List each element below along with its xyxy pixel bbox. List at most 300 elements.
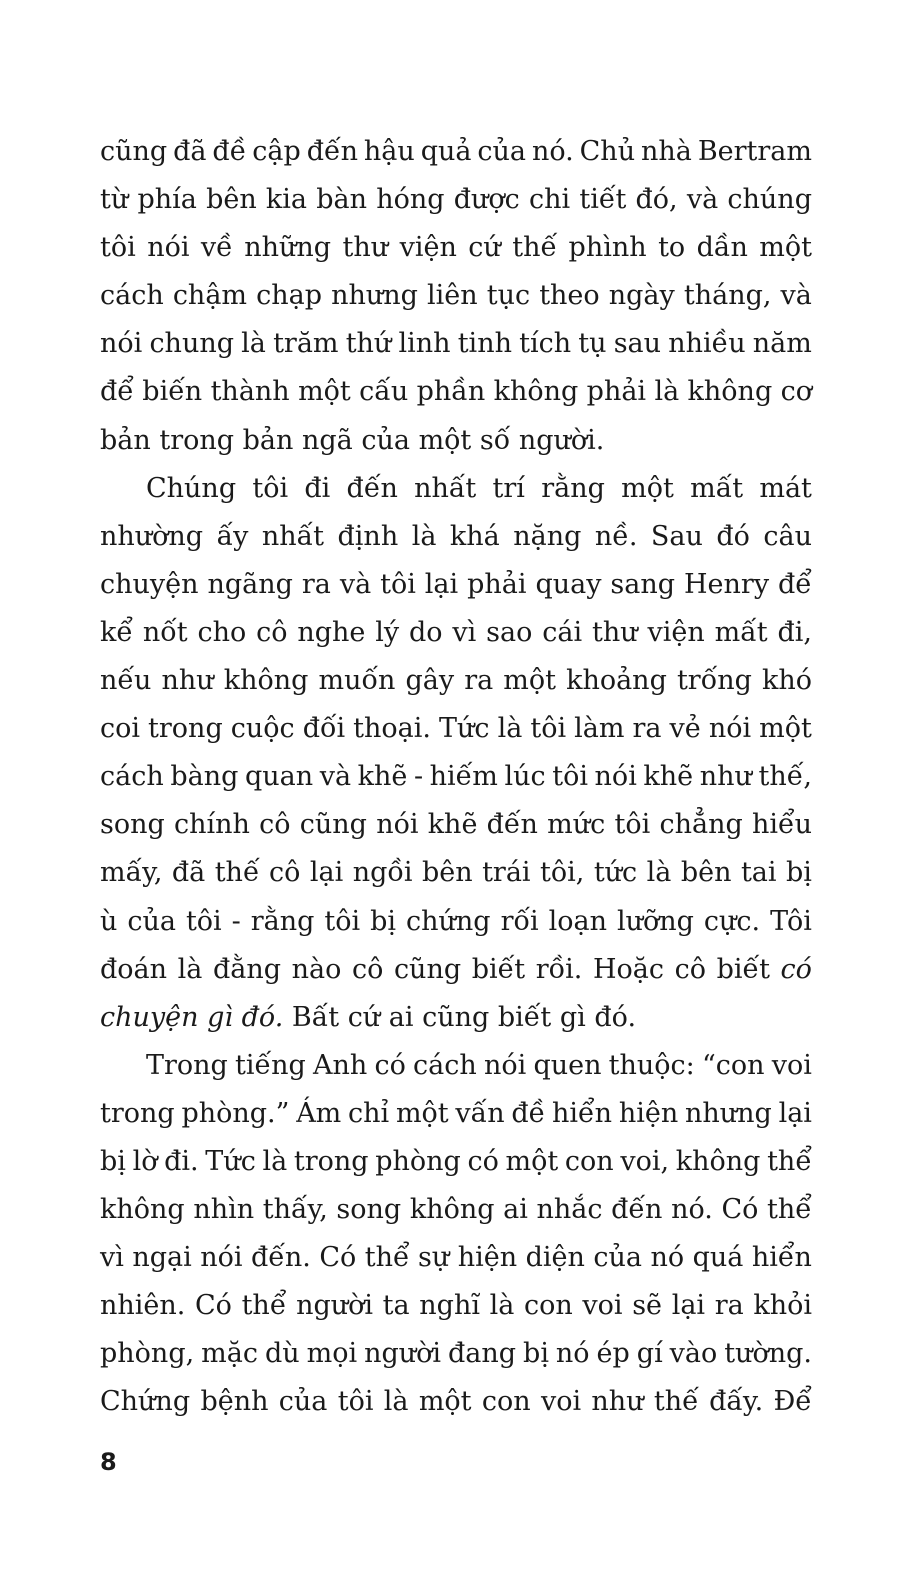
word: thể [241, 1290, 287, 1322]
word: tôi [100, 232, 136, 264]
word: nghĩ [419, 1290, 480, 1322]
word: về [200, 232, 233, 264]
word: chuyện [100, 1001, 208, 1033]
word: Tôi [770, 905, 812, 937]
word: một [621, 472, 674, 504]
word: thể [767, 1145, 812, 1177]
word: đề [212, 136, 247, 167]
word: nếu [100, 665, 152, 697]
word: tụ [578, 328, 607, 360]
word: nói [100, 328, 143, 360]
text-line [100, 705, 812, 753]
word: trong [148, 713, 223, 745]
text-line [100, 1090, 812, 1138]
word: cứ [468, 232, 501, 264]
word: ấy [216, 520, 249, 552]
word: liên [427, 280, 478, 312]
word: của [278, 1386, 328, 1418]
word: Ám [296, 1097, 342, 1129]
word: mất [714, 616, 768, 648]
word: quen [533, 1049, 602, 1081]
word: của [127, 905, 176, 937]
word: của [477, 136, 527, 167]
word: ra [301, 568, 331, 600]
text-line [100, 561, 812, 609]
word: Chủ [579, 136, 636, 167]
word: Sau [650, 520, 703, 552]
word: nói [376, 809, 419, 841]
word: không [675, 1145, 761, 1177]
word: thư [591, 616, 638, 648]
word: khẽ [643, 761, 694, 793]
word: Có [721, 1194, 759, 1226]
word: theo [539, 280, 600, 312]
word: số [479, 424, 519, 456]
text-line [100, 128, 812, 176]
word: trong [100, 1097, 175, 1129]
word: năm [752, 328, 812, 360]
word: - [231, 905, 241, 937]
word: mọi [306, 1338, 358, 1370]
word: chậm [172, 280, 248, 312]
word: ngày [608, 280, 675, 312]
word: phải [586, 376, 647, 408]
word: thể [364, 1242, 410, 1274]
word: nó. [671, 1194, 713, 1226]
text-line [100, 849, 812, 897]
word: diện [525, 1242, 585, 1274]
word: hiểu [751, 809, 812, 841]
word: phía [137, 184, 197, 216]
word: nghe [297, 616, 366, 648]
word: vì [452, 616, 477, 648]
word: nhưng [331, 280, 418, 312]
word: tôi [337, 1386, 374, 1418]
word: con [564, 1145, 614, 1177]
word: khá [449, 520, 500, 552]
word: phình [568, 232, 647, 264]
text-line [100, 1138, 812, 1186]
word: Bertram [697, 136, 812, 167]
word: quay [535, 568, 602, 600]
word: những [244, 232, 332, 264]
word: cái [542, 616, 583, 648]
word: đang [448, 1338, 517, 1370]
word: nó [555, 1338, 590, 1370]
word: và [780, 280, 812, 312]
word: biết [716, 953, 770, 985]
word: tôi [614, 809, 651, 841]
word: một [298, 376, 351, 408]
word: trăm [273, 328, 339, 360]
word: và [686, 184, 719, 216]
word: nó. [531, 136, 574, 167]
word: ra [464, 665, 494, 697]
word: nhìn [193, 1194, 255, 1226]
word: trống [676, 665, 752, 697]
word: ép [596, 1338, 630, 1370]
word: là [383, 1386, 409, 1418]
word: Chúng [146, 472, 237, 504]
word: mấy, [100, 857, 163, 889]
word: cũng [422, 1001, 498, 1033]
word: voi, [620, 1145, 670, 1177]
word: bàng [170, 761, 239, 793]
word: thấy, [262, 1194, 328, 1226]
word: là [489, 1290, 515, 1322]
word: đối [302, 713, 346, 745]
word: song [336, 1194, 402, 1226]
word: quả [420, 136, 472, 167]
text-line [100, 1330, 812, 1378]
word: ai [503, 1194, 528, 1226]
word: voi [540, 1386, 582, 1418]
word: mát [759, 472, 812, 504]
word: bị [523, 1338, 549, 1370]
word: trái [482, 857, 531, 889]
word: - [413, 761, 424, 793]
word: lý [375, 616, 400, 648]
word: bản [100, 424, 160, 456]
word: đề [511, 1097, 546, 1129]
word: lưỡng [616, 905, 694, 937]
word: đó. [241, 1001, 292, 1033]
word: tường. [724, 1338, 812, 1370]
word: Để [773, 1386, 812, 1418]
word: sẽ [632, 1290, 663, 1322]
word: là [654, 376, 680, 408]
word: nhà [641, 136, 692, 167]
word: ra [714, 1290, 744, 1322]
word: đó, [635, 184, 678, 216]
word: nhiên. [100, 1290, 186, 1322]
word: một [759, 713, 812, 745]
text-line [100, 1042, 812, 1090]
word: tục [486, 280, 531, 312]
word: gì [207, 1001, 242, 1033]
word: nặng [513, 520, 582, 552]
word: một [759, 232, 812, 264]
word: phần [416, 376, 486, 408]
word: Chứng [100, 1386, 191, 1418]
text-line [100, 994, 812, 1042]
word: như [591, 1386, 644, 1418]
word: cô [351, 953, 384, 985]
word: là [497, 713, 523, 745]
word: sự [418, 1242, 450, 1274]
word: thế [653, 1386, 699, 1418]
word: dù [264, 1338, 300, 1370]
word: Henry [684, 568, 770, 600]
word: chứng [406, 905, 491, 937]
text-line [100, 1186, 812, 1234]
text-line [100, 224, 812, 272]
word: lờ [132, 1145, 158, 1177]
word: đến [611, 1194, 663, 1226]
word: con [523, 1290, 573, 1322]
word: cách [100, 280, 164, 312]
text-line [100, 801, 812, 849]
word: lúc [504, 761, 546, 793]
word: Tức [205, 1145, 256, 1177]
word: do [409, 616, 443, 648]
word: có [467, 1145, 499, 1177]
word: chi [529, 184, 571, 216]
word: Hoặc [592, 953, 664, 985]
text-line [100, 609, 812, 657]
word: hóng [376, 184, 445, 216]
word: phòng [375, 1145, 461, 1177]
word: từ [100, 184, 129, 216]
word: thành [210, 376, 290, 408]
word: viện [647, 616, 705, 648]
word: ngại [132, 1242, 192, 1274]
word: tích [519, 328, 572, 360]
word: làm [574, 713, 625, 745]
word: lại [424, 568, 459, 600]
word: sao [486, 616, 533, 648]
word: tôi, [540, 857, 585, 889]
word: cũng [299, 809, 367, 841]
word: kia [265, 184, 308, 216]
word: to [658, 232, 686, 264]
word: chúng [727, 184, 812, 216]
word: chính [174, 809, 250, 841]
word: hiện [618, 1097, 679, 1129]
text-line [100, 753, 812, 801]
word: Có [195, 1290, 232, 1322]
word: rằng [250, 905, 315, 937]
word: nhất [261, 520, 325, 552]
word: sang [610, 568, 676, 600]
word: ù [100, 905, 118, 937]
word: hiện [457, 1242, 518, 1274]
word: và [319, 761, 352, 793]
word: để [100, 376, 134, 408]
word: biết [471, 953, 526, 985]
word: khẽ [427, 809, 478, 841]
word: lại [778, 1097, 812, 1129]
word: song [100, 809, 165, 841]
word: chỉ [348, 1097, 390, 1129]
word: khỏi [753, 1290, 812, 1322]
word: đằng [212, 953, 282, 985]
word: khó [761, 665, 812, 697]
text-line [100, 417, 812, 465]
word: nói [708, 713, 752, 745]
word: nó [650, 1242, 685, 1274]
word: thế [512, 232, 558, 264]
word: mất [690, 472, 744, 504]
word: cũng [100, 136, 168, 167]
word: nói [200, 1242, 243, 1274]
word: tôi [185, 905, 222, 937]
word: voi [771, 1049, 812, 1081]
word: nói [483, 1049, 527, 1081]
word: bàn [316, 184, 367, 216]
word: tôi [252, 472, 289, 504]
word: gí [636, 1338, 663, 1370]
word: đi, [777, 616, 812, 648]
word: ngồi [352, 857, 413, 889]
word: tinh [457, 328, 512, 360]
word: người. [518, 424, 605, 456]
word: khẽ [357, 761, 408, 793]
word: chung [149, 328, 235, 360]
word: kể [100, 616, 133, 648]
word: đi [304, 472, 331, 504]
word: rối [500, 905, 539, 937]
word: người [296, 1290, 374, 1322]
word: ra [632, 713, 662, 745]
word: để [778, 568, 812, 600]
word: không [493, 376, 579, 408]
word: biến [142, 376, 203, 408]
page-number: 8 [100, 1448, 117, 1476]
word: quan [244, 761, 314, 793]
word: nói [147, 232, 190, 264]
word: nề. [594, 520, 638, 552]
word: thế [214, 857, 260, 889]
body-text [100, 128, 812, 1427]
word: như [161, 665, 214, 697]
word: tôi [530, 713, 567, 745]
word: ta [382, 1290, 410, 1322]
word: của [593, 1242, 643, 1274]
word: voi [582, 1290, 623, 1322]
word: cuộc [230, 713, 295, 745]
word: ai [388, 1001, 423, 1033]
word: cứ [347, 1001, 389, 1033]
word: nhắc [536, 1194, 603, 1226]
word: bản [242, 424, 302, 456]
word: phòng, [100, 1338, 195, 1370]
word: cách [413, 1049, 477, 1081]
word: tức [593, 857, 638, 889]
text-line [100, 176, 812, 224]
word: Trong [146, 1049, 228, 1081]
text-line [100, 1378, 812, 1426]
word: đến [346, 472, 398, 504]
text-line [100, 898, 812, 946]
word: “con [701, 1049, 765, 1081]
text-line [100, 513, 812, 561]
word: nào [291, 953, 342, 985]
word: nói [594, 761, 637, 793]
text-line [100, 946, 812, 994]
word: Bất [291, 1001, 348, 1033]
word: bị [370, 905, 397, 937]
word: tôi [552, 761, 588, 793]
word: là [411, 520, 437, 552]
word: lại [309, 857, 344, 889]
word: tháng, [683, 280, 772, 312]
word: tôi [324, 905, 361, 937]
word: một [418, 424, 480, 456]
word: vào [669, 1338, 718, 1370]
word: mặc [201, 1338, 258, 1370]
word: không [223, 665, 309, 697]
word: là [241, 328, 266, 360]
word: vẻ [669, 713, 701, 745]
word: thể [767, 1194, 812, 1226]
word: chẳng [659, 809, 743, 841]
word: được [453, 184, 520, 216]
word: cũng [393, 953, 462, 985]
word: cô [259, 809, 291, 841]
word: muốn [318, 665, 396, 697]
word: Có [319, 1242, 357, 1274]
word: linh [398, 328, 451, 360]
word: không [409, 1194, 495, 1226]
word: đấy. [709, 1386, 764, 1418]
word: thứ [345, 328, 392, 360]
word: tai [740, 857, 777, 889]
word: một [503, 665, 556, 697]
word: cách [100, 761, 164, 793]
word: trí [492, 472, 525, 504]
text-line [100, 465, 812, 513]
word: và [339, 568, 372, 600]
word: nhường [100, 520, 204, 552]
word: rồi. [535, 953, 583, 985]
word: sau [613, 328, 662, 360]
word: nhưng [684, 1097, 772, 1129]
word: ngã [302, 424, 362, 456]
word: cập [252, 136, 301, 167]
word: bệnh [200, 1386, 269, 1418]
word: phòng.” [181, 1097, 290, 1129]
word: đến [486, 809, 538, 841]
word: tiết [579, 184, 627, 216]
word: cho [197, 616, 247, 648]
word: biết [497, 1001, 560, 1033]
word: quá [692, 1242, 744, 1274]
word: nhất [414, 472, 477, 504]
word: hiển [751, 1242, 812, 1274]
word: thuộc: [608, 1049, 695, 1081]
word: cấu [359, 376, 409, 408]
text-line [100, 1234, 812, 1282]
word: là [262, 1145, 288, 1177]
word: đến [306, 136, 358, 167]
word: đi. [164, 1145, 199, 1177]
word: thoại. [353, 713, 431, 745]
word: như [699, 761, 752, 793]
word: con [481, 1386, 531, 1418]
word: nốt [142, 616, 188, 648]
word: đó. [594, 1001, 637, 1033]
word: câu [763, 520, 812, 552]
word: một [418, 1386, 472, 1418]
word: cô [674, 953, 706, 985]
text-line [100, 272, 812, 320]
word: chuyện [100, 568, 199, 600]
word: hiếm [429, 761, 498, 793]
word: tiếng [235, 1049, 306, 1081]
word: bị [100, 1145, 126, 1177]
word: đoán [100, 953, 168, 985]
word: đã [171, 857, 206, 889]
word: dần [696, 232, 748, 264]
word: gây [405, 665, 455, 697]
word: hiển [552, 1097, 613, 1129]
word: trong [293, 1145, 369, 1177]
word: chạp [256, 280, 323, 312]
word: có [374, 1049, 406, 1081]
word: trong [159, 424, 243, 456]
word: thư [342, 232, 389, 264]
